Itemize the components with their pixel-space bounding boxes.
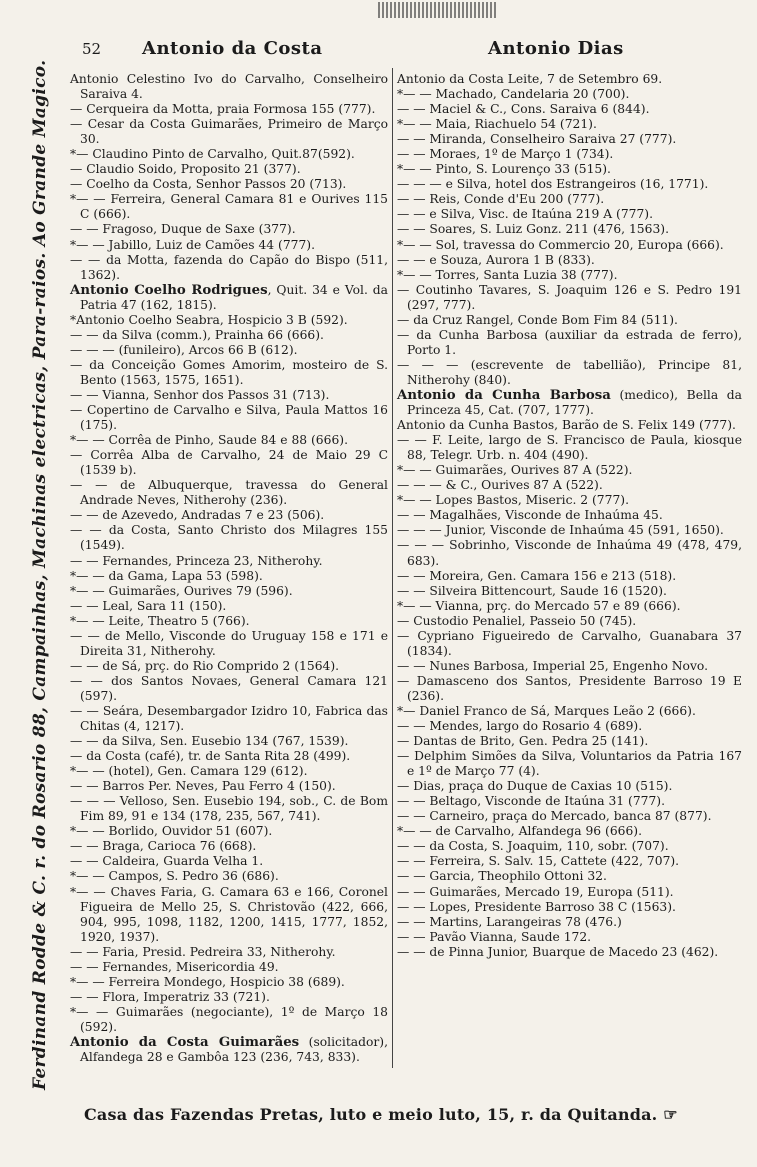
directory-entry: *— — Leite, Theatro 5 (766).	[70, 613, 250, 628]
page-header	[70, 38, 740, 62]
directory-entry: — — da Costa, S. Joaquim, 110, sobr. (707).	[397, 839, 669, 854]
directory-entry: *— — Torres, Santa Luzia 38 (777).	[397, 267, 618, 282]
directory-entry: *— — Pinto, S. Lourenço 33 (515).	[397, 162, 611, 177]
directory-entry: *— — Guimarães, Ourives 79 (596).	[70, 583, 293, 598]
directory-entry: — — — Sobrinho, Visconde de Inhaúma 49 (478, 479, 683).	[397, 538, 742, 568]
left-running-title: Antonio da Costa	[142, 38, 323, 59]
directory-entry: — — de Pinna Junior, Buarque de Macedo 23 (462).	[397, 944, 719, 959]
right-running-title: Antonio Dias	[488, 38, 624, 59]
directory-entry: *— — (hotel), Gen. Camara 129 (612).	[70, 764, 308, 779]
vertical-advertisement: Ferdinand Rodde & C. r. do Rosario 88, Campainhas, Machinas electricas, Para-raios. Ao Grande Magico.	[30, 59, 50, 1090]
print-smudge	[378, 2, 498, 18]
directory-entry: — Dantas de Brito, Gen. Pedra 25 (141).	[397, 734, 649, 749]
directory-entry: — — — e Silva, hotel dos Estrangeiros (16, 1771).	[397, 177, 709, 192]
directory-entry: *— — Ferreira Mondego, Hospicio 38 (689).	[70, 974, 345, 989]
page-number: 52	[82, 40, 102, 58]
directory-entry: — — Beltago, Visconde de Itaúna 31 (777).	[397, 794, 665, 809]
directory-entry: — — Magalhães, Visconde de Inhaúma 45.	[397, 508, 663, 523]
directory-entry: *— — Jabillo, Luiz de Camões 44 (777).	[70, 237, 316, 252]
directory-entry: — — Braga, Carioca 76 (668).	[70, 839, 257, 854]
directory-entry: — — Reis, Conde d'Eu 200 (777).	[397, 192, 605, 207]
directory-entry: Antonio da Cunha Barbosa (medico), Bella da Princeza 45, Cat. (707, 1777).	[397, 387, 742, 418]
directory-entry: *— — Chaves Faria, G. Camara 63 e 166, Coronel Figueira de Mello 25, S. Christovão (422, 666, 904, 995, 1098, 1182, 1200, 1415, 1777, 1852, 1920, 1937).	[70, 884, 388, 944]
directory-entry: — — — (funileiro), Arcos 66 B (612).	[70, 342, 298, 357]
directory-entry: — Custodio Penaliel, Passeio 50 (745).	[397, 613, 637, 628]
directory-entry: — Corrêa Alba de Carvalho, 24 de Maio 29 C (1539 b).	[70, 448, 388, 478]
directory-entry: Antonio da Costa Leite, 7 de Setembro 69.	[397, 72, 663, 86]
directory-entry: — — Miranda, Conselheiro Saraiva 27 (777).	[397, 132, 677, 147]
directory-entry: *— — de Carvalho, Alfandega 96 (666).	[397, 824, 642, 839]
directory-entry: — — dos Santos Novaes, General Camara 121 (597).	[70, 673, 388, 703]
directory-entry: — Dias, praça do Duque de Caxias 10 (515).	[397, 779, 673, 794]
directory-entry: — — da Costa, Santo Christo dos Milagres 155 (1549).	[70, 523, 388, 553]
directory-entry: *— — Guimarães, Ourives 87 A (522).	[397, 463, 633, 478]
directory-entry: — — Fragoso, Duque de Saxe (377).	[70, 222, 296, 237]
directory-entry: — Copertino de Carvalho e Silva, Paula Mattos 16 (175).	[70, 403, 388, 433]
directory-entry: — — — Junior, Visconde de Inhaúma 45 (591, 1650).	[397, 523, 724, 538]
directory-entry: — — Barros Per. Neves, Pau Ferro 4 (150).	[70, 779, 336, 794]
directory-entry: — — Seára, Desembargador Izidro 10, Fabrica das Chitas (4, 1217).	[70, 703, 388, 734]
directory-entry: — — Soares, S. Luiz Gonz. 211 (476, 1563).	[397, 222, 669, 237]
left-column	[70, 72, 388, 1065]
directory-entry: — — Pavão Vianna, Saude 172.	[397, 929, 592, 944]
directory-entry: *— — Machado, Candelaria 20 (700).	[397, 87, 630, 102]
directory-entry: — da Costa (café), tr. de Santa Rita 28 (499).	[70, 749, 351, 764]
directory-entry: — da Conceição Gomes Amorim, mosteiro de S. Bento (1563, 1575, 1651).	[70, 357, 388, 387]
directory-entry: — — e Silva, Visc. de Itaúna 219 A (777).	[397, 207, 654, 222]
directory-entry: *— — Guimarães (negociante), 1º de Março 18 (592).	[70, 1004, 388, 1034]
directory-entry: — da Cunha Barbosa (auxiliar da estrada de ferro), Porto 1.	[397, 327, 742, 357]
directory-entry: — — Moraes, 1º de Março 1 (734).	[397, 147, 614, 162]
directory-entry: — — Carneiro, praça do Mercado, banca 87 (877).	[397, 809, 712, 824]
directory-entry: — — Leal, Sara 11 (150).	[70, 598, 227, 613]
directory-entry: — — de Mello, Visconde do Uruguay 158 e 171 e Direita 31, Nitherohy.	[70, 628, 388, 658]
directory-entry: — — da Motta, fazenda do Capão do Bispo (511, 1362).	[70, 252, 388, 282]
directory-entry: *— — Campos, S. Pedro 36 (686).	[70, 869, 279, 884]
directory-entry: Antonio Coelho Rodrigues, Quit. 34 e Vol. da Patria 47 (162, 1815).	[70, 282, 388, 312]
directory-entry: — — Fernandes, Princeza 23, Nitherohy.	[70, 553, 323, 568]
directory-entry: *Antonio Coelho Seabra, Hospicio 3 B (592).	[70, 312, 348, 327]
directory-entry: *— — Ferreira, General Camara 81 e Ourives 115 C (666).	[70, 192, 388, 222]
directory-entry: — — de Sá, prç. do Rio Comprido 2 (1564).	[70, 658, 340, 673]
directory-entry: — — — & C., Ourives 87 A (522).	[397, 478, 603, 493]
right-column	[397, 72, 742, 960]
directory-entry: — — Ferreira, S. Salv. 15, Cattete (422, 707).	[397, 854, 680, 869]
directory-entry: — da Cruz Rangel, Conde Bom Fim 84 (511).	[397, 312, 678, 327]
directory-entry: — — Garcia, Theophilo Ottoni 32.	[397, 869, 607, 884]
directory-entry: — — de Albuquerque, travessa do General Andrade Neves, Nitherohy (236).	[70, 478, 388, 508]
column-divider	[392, 68, 393, 1068]
directory-entry: *— — Corrêa de Pinho, Saude 84 e 88 (666).	[70, 433, 348, 448]
directory-entry: — Damasceno dos Santos, Presidente Barroso 19 E (236).	[397, 673, 742, 703]
directory-entry: — Claudio Soido, Proposito 21 (377).	[70, 162, 301, 177]
directory-entry: *— Claudino Pinto de Carvalho, Quit.87(592).	[70, 147, 355, 162]
directory-entry: — — Silveira Bittencourt, Saude 16 (1520).	[397, 583, 667, 598]
directory-entry: — — Maciel & C., Cons. Saraiva 6 (844).	[397, 102, 650, 117]
directory-entry: — Cerqueira da Motta, praia Formosa 155 (777).	[70, 102, 376, 117]
directory-entry: — — — Velloso, Sen. Eusebio 194, sob., C. de Bom Fim 89, 91 e 134 (178, 235, 567, 741).	[70, 794, 388, 824]
directory-entry: — — Martins, Larangeiras 78 (476.)	[397, 914, 622, 929]
directory-entry: — — Faria, Presid. Pedreira 33, Nitherohy.	[70, 944, 336, 959]
directory-entry: *— — Vianna, prç. do Mercado 57 e 89 (666).	[397, 598, 681, 613]
directory-entry: — Cesar da Costa Guimarães, Primeiro de Março 30.	[70, 117, 388, 147]
footer-advertisement: Casa das Fazendas Pretas, luto e meio luto, 15, r. da Quitanda. ☞	[84, 1105, 678, 1124]
directory-entry: — — da Silva (comm.), Prainha 66 (666).	[70, 327, 324, 342]
directory-entry: Antonio Celestino Ivo do Carvalho, Conselheiro Saraiva 4.	[70, 72, 388, 102]
directory-entry: Antonio da Costa Guimarães (solicitador), Alfandega 28 e Gambôa 123 (236, 743, 833).	[70, 1035, 388, 1065]
directory-entry: — Coelho da Costa, Senhor Passos 20 (713).	[70, 177, 347, 192]
directory-entry: *— — Maia, Riachuelo 54 (721).	[397, 117, 597, 132]
directory-entry: — — Fernandes, Misericordia 49.	[70, 959, 279, 974]
directory-entry: — — da Silva, Sen. Eusebio 134 (767, 1539).	[70, 734, 349, 749]
directory-entry: — — Vianna, Senhor dos Passos 31 (713).	[70, 387, 330, 402]
directory-entry: *— Daniel Franco de Sá, Marques Leão 2 (666).	[397, 703, 696, 718]
directory-entry: — — e Souza, Aurora 1 B (833).	[397, 252, 595, 267]
directory-entry: Antonio da Cunha Bastos, Barão de S. Felix 149 (777).	[397, 418, 736, 433]
directory-entry: — — Moreira, Gen. Camara 156 e 213 (518).	[397, 568, 677, 583]
directory-entry: — — Mendes, largo do Rosario 4 (689).	[397, 719, 643, 734]
directory-entry: — — F. Leite, largo de S. Francisco de Paula, kiosque 88, Telegr. Urb. n. 404 (490).	[397, 433, 742, 463]
directory-entry: — — Lopes, Presidente Barroso 38 C (1563).	[397, 899, 676, 914]
directory-entry: — Coutinho Tavares, S. Joaquim 126 e S. Pedro 191 (297, 777).	[397, 282, 742, 312]
directory-entry: *— — Sol, travessa do Commercio 20, Europa (666).	[397, 237, 724, 252]
directory-entry: — Cypriano Figueiredo de Carvalho, Guanabara 37 (1834).	[397, 628, 742, 658]
directory-entry: — — Flora, Imperatriz 33 (721).	[70, 989, 270, 1004]
directory-entry: — Delphim Simões da Silva, Voluntarios da Patria 167 e 1º de Março 77 (4).	[397, 749, 742, 779]
directory-entry: — — — (escrevente de tabellião), Principe 81, Nitherohy (840).	[397, 357, 742, 387]
directory-entry: *— — Borlido, Ouvidor 51 (607).	[70, 824, 273, 839]
directory-entry: — — Guimarães, Mercado 19, Europa (511).	[397, 884, 674, 899]
directory-entry: — — de Azevedo, Andradas 7 e 23 (506).	[70, 508, 325, 523]
directory-entry: *— — da Gama, Lapa 53 (598).	[70, 568, 263, 583]
directory-entry: — — Nunes Barbosa, Imperial 25, Engenho Novo.	[397, 658, 709, 673]
directory-entry: — — Caldeira, Guarda Velha 1.	[70, 854, 264, 869]
directory-entry: *— — Lopes Bastos, Miseric. 2 (777).	[397, 493, 629, 508]
